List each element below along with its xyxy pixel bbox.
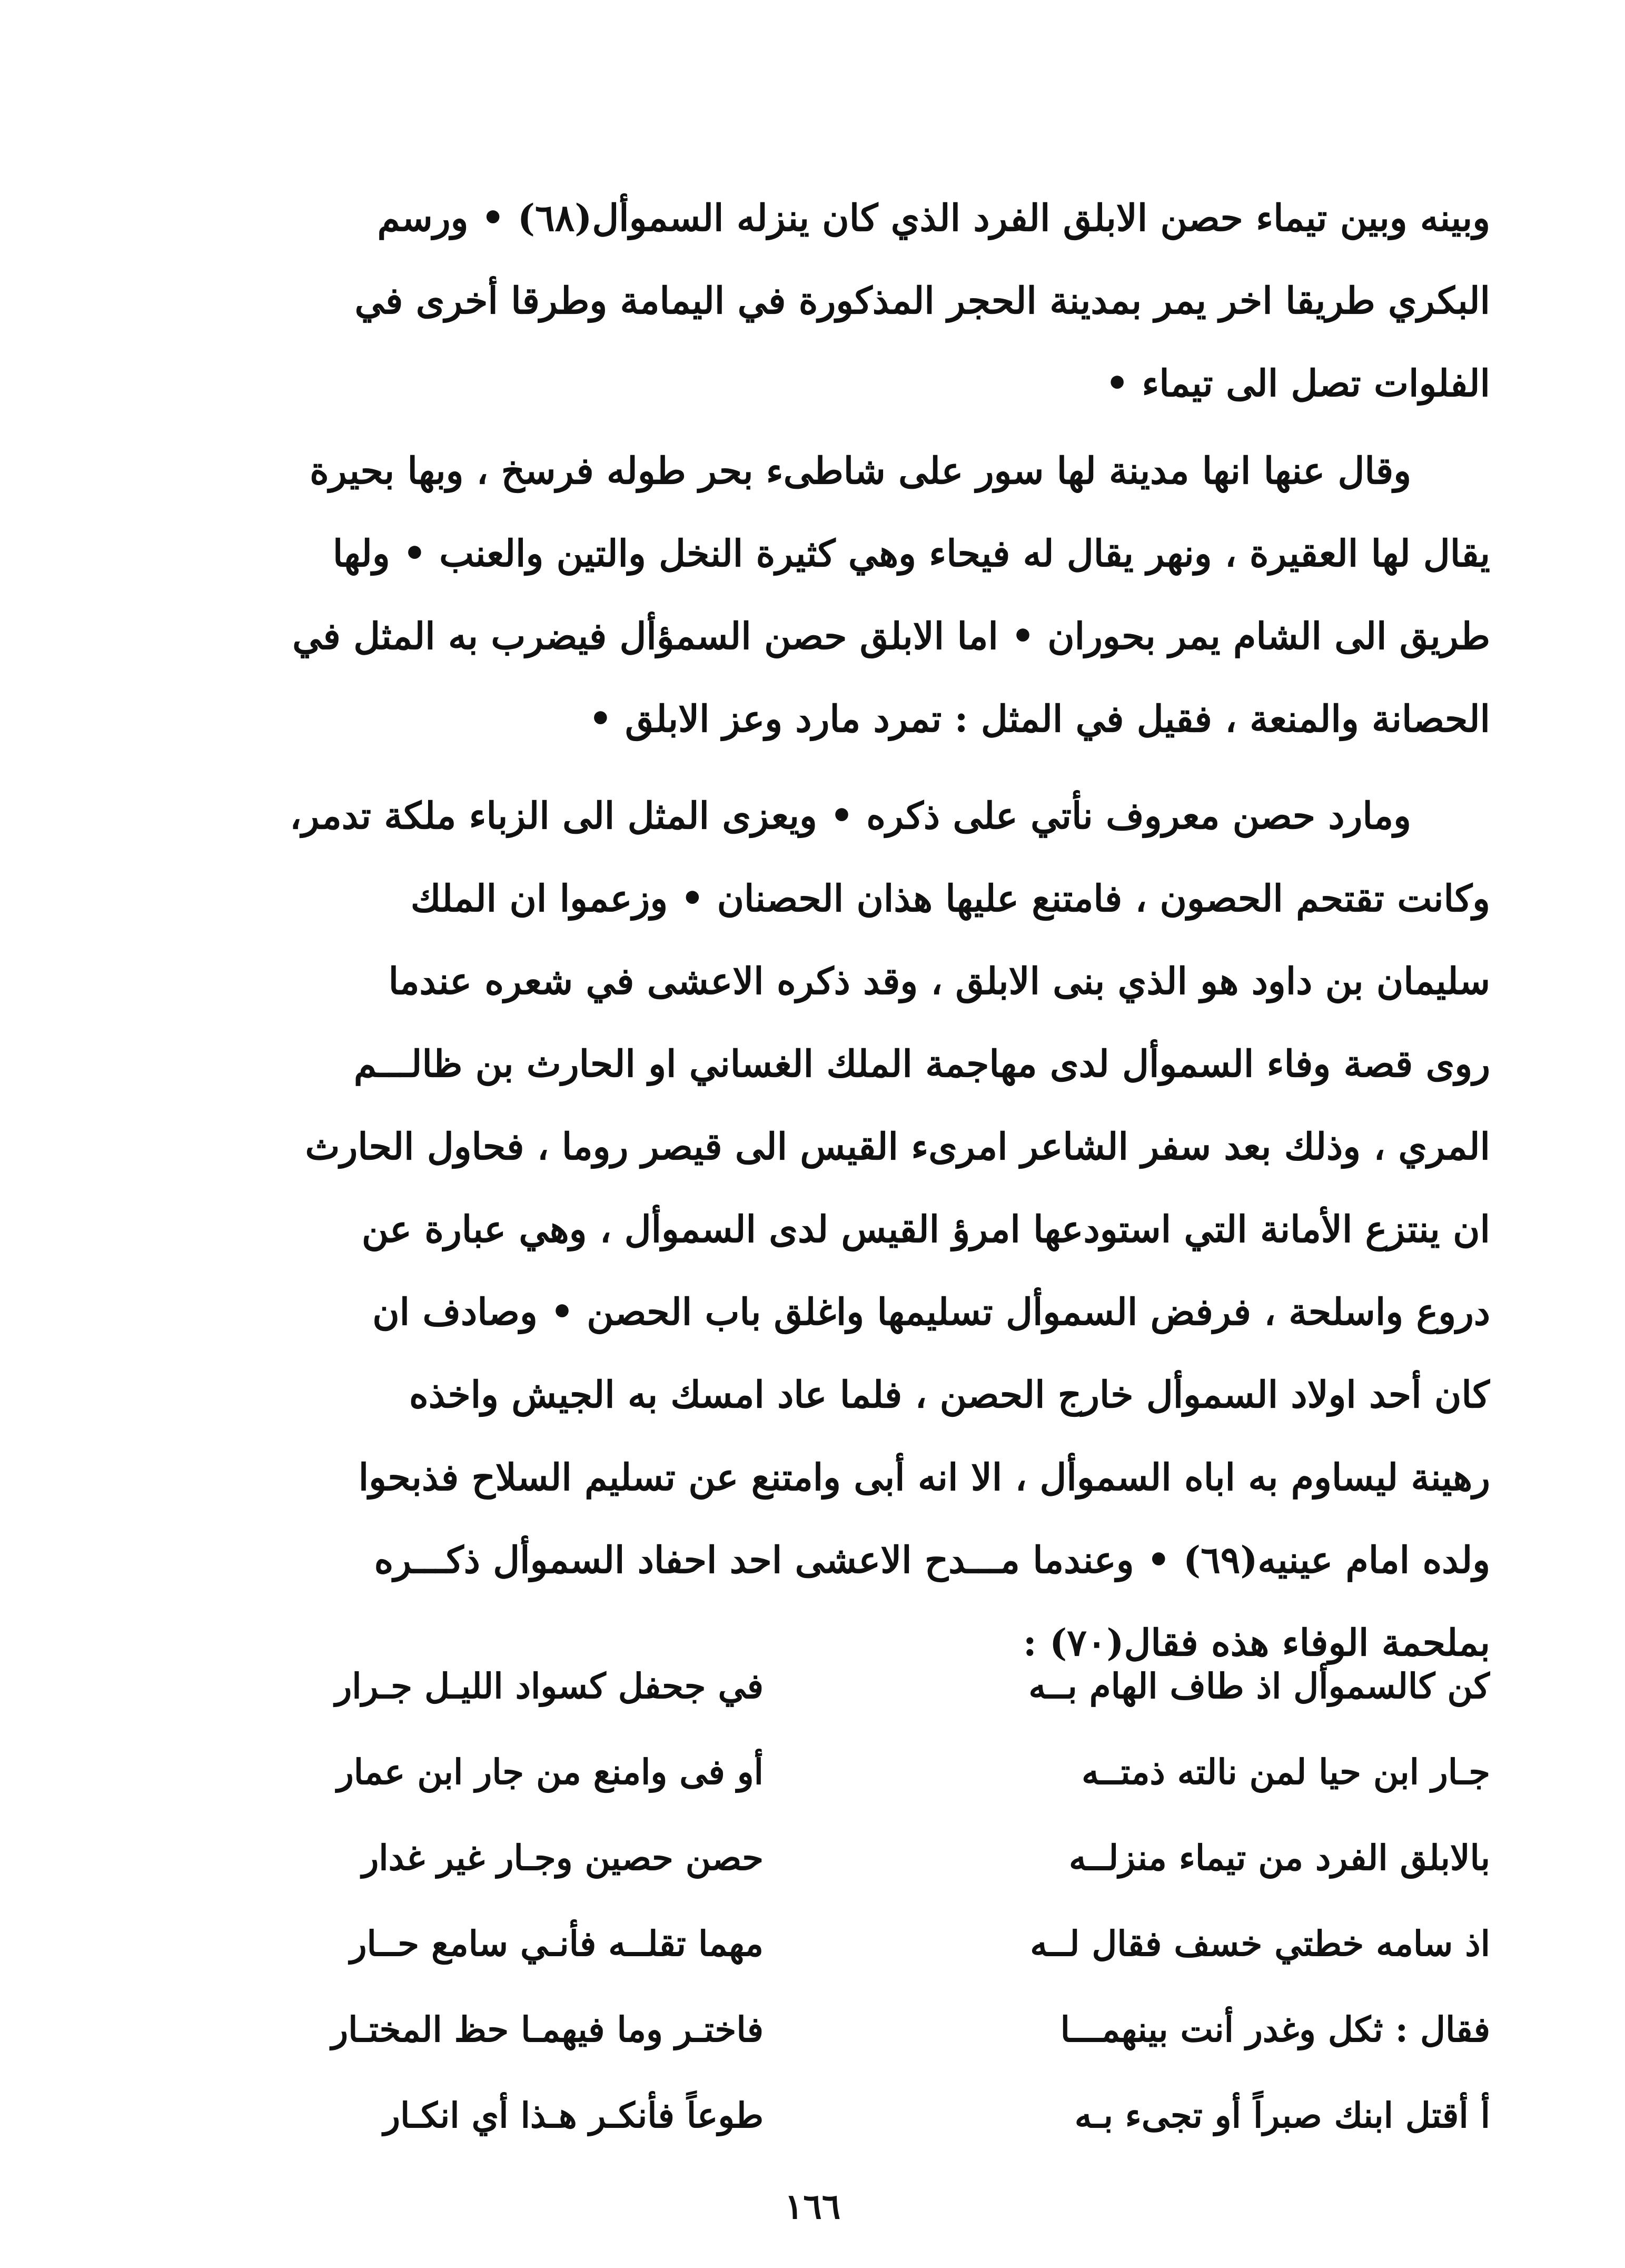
- hemistich-second: مهما تقلــه فأنـي سامع حــار: [350, 1923, 764, 1964]
- paragraph-3: [142, 774, 1490, 1684]
- text-line: بملحمة الوفاء هذه فقال(٧٠) :: [1023, 1621, 1490, 1664]
- poem-verse: [142, 1815, 1490, 1901]
- poem-verse: [142, 1901, 1490, 1987]
- paragraph-1: [142, 176, 1490, 425]
- text-line: ومارد حصن معروف نأتي على ذكره • ويعزى المثل الى الزباء ملكة تدمر،: [290, 794, 1411, 837]
- hemistich-second: في جحفل كسواد الليـل جـرار: [335, 1665, 764, 1707]
- hemistich-second: فاختـر وما فيهمـا حظ المختـار: [331, 2009, 764, 2050]
- text-line: روى قصة وفاء السموأل لدى مهاجمة الملك الغساني او الحارث بن ظالـــم: [353, 1042, 1490, 1086]
- text-line: دروع واسلحة ، فرفض السموأل تسليمها واغلق باب الحصن • وصادف ان: [372, 1290, 1490, 1334]
- text-line: يقال لها العقيرة ، ونهر يقال له فيحاء وهي كثيرة النخل والتين والعنب • ولها: [332, 531, 1490, 575]
- hemistich-second: طوعاً فأنكـر هـذا أي انكـار: [383, 2095, 764, 2136]
- hemistich-first: بالابلق الفرد من تيماء منزلــه: [1069, 1837, 1490, 1878]
- text-line: وبينه وبين تيماء حصن الابلق الفرد الذي كان ينزله السموأل(٦٨) • ورسم: [377, 196, 1490, 240]
- hemistich-second: حصن حصين وجـار غير غدار: [362, 1837, 764, 1878]
- poem-verse: [142, 1643, 1490, 1729]
- poem-verse: [142, 1987, 1490, 2073]
- text-line: الفلوات تصل الى تيماء •: [1105, 361, 1490, 405]
- hemistich-first: أ أقتل ابنك صبراً أو تجىء بـه: [1074, 2095, 1490, 2136]
- paragraph-2: [142, 429, 1490, 760]
- text-line: كان أحد اولاد السموأل خارج الحصن ، فلما عاد امسك به الجيش واخذه: [409, 1373, 1490, 1416]
- page-number: ١٦٦: [784, 2186, 841, 2227]
- text-line: ولده امام عينيه(٦٩) • وعندما مـــدح الاعشى احد احفاد السموأل ذكـــره: [374, 1538, 1490, 1582]
- hemistich-first: كن كالسموأل اذ طاف الهام بــه: [1028, 1665, 1490, 1707]
- text-line: الحصانة والمنعة ، فقيل في المثل : تمرد مارد وعز الابلق •: [588, 697, 1490, 741]
- poem-verse: [142, 1729, 1490, 1815]
- poem-verse: [142, 2073, 1490, 2158]
- text-line: سليمان بن داود هو الذي بنى الابلق ، وقد ذكره الاعشى في شعره عندما: [388, 959, 1490, 1003]
- text-line: وكانت تقتحم الحصون ، فامتنع عليها هذان الحصنان • وزعموا ان الملك: [410, 876, 1490, 920]
- text-line: رهينة ليساوم به اباه السموأل ، الا انه أبى وامتنع عن تسليم السلاح فذبحوا: [358, 1455, 1490, 1499]
- text-line: البكري طريقا اخر يمر بمدينة الحجر المذكورة في اليمامة وطرقا أخرى في: [354, 279, 1490, 322]
- poem: [142, 1643, 1490, 2159]
- hemistich-first: جـار ابن حيا لمن نالته ذمتــه: [1082, 1751, 1490, 1792]
- text-line: المري ، وذلك بعد سفر الشاعر امرىء القيس الى قيصر روما ، فحاول الحارث: [305, 1125, 1490, 1168]
- hemistich-first: اذ سامه خطتي خسف فقال لــه: [1030, 1923, 1490, 1964]
- hemistich-second: أو فى وامنع من جار ابن عمار: [336, 1751, 764, 1792]
- text-line: ان ينتزع الأمانة التي استودعها امرؤ القيس لدى السموأل ، وهي عبارة عن: [361, 1207, 1490, 1251]
- text-line: وقال عنها انها مدينة لها سور على شاطىء بحر طوله فرسخ ، وبها بحيرة: [310, 449, 1411, 492]
- hemistich-first: فقال : ثكل وغدر أنت بينهمـــا: [1060, 2009, 1490, 2050]
- text-line: طريق الى الشام يمر بحوران • اما الابلق حصن السمؤأل فيضرب به المثل في: [292, 614, 1490, 658]
